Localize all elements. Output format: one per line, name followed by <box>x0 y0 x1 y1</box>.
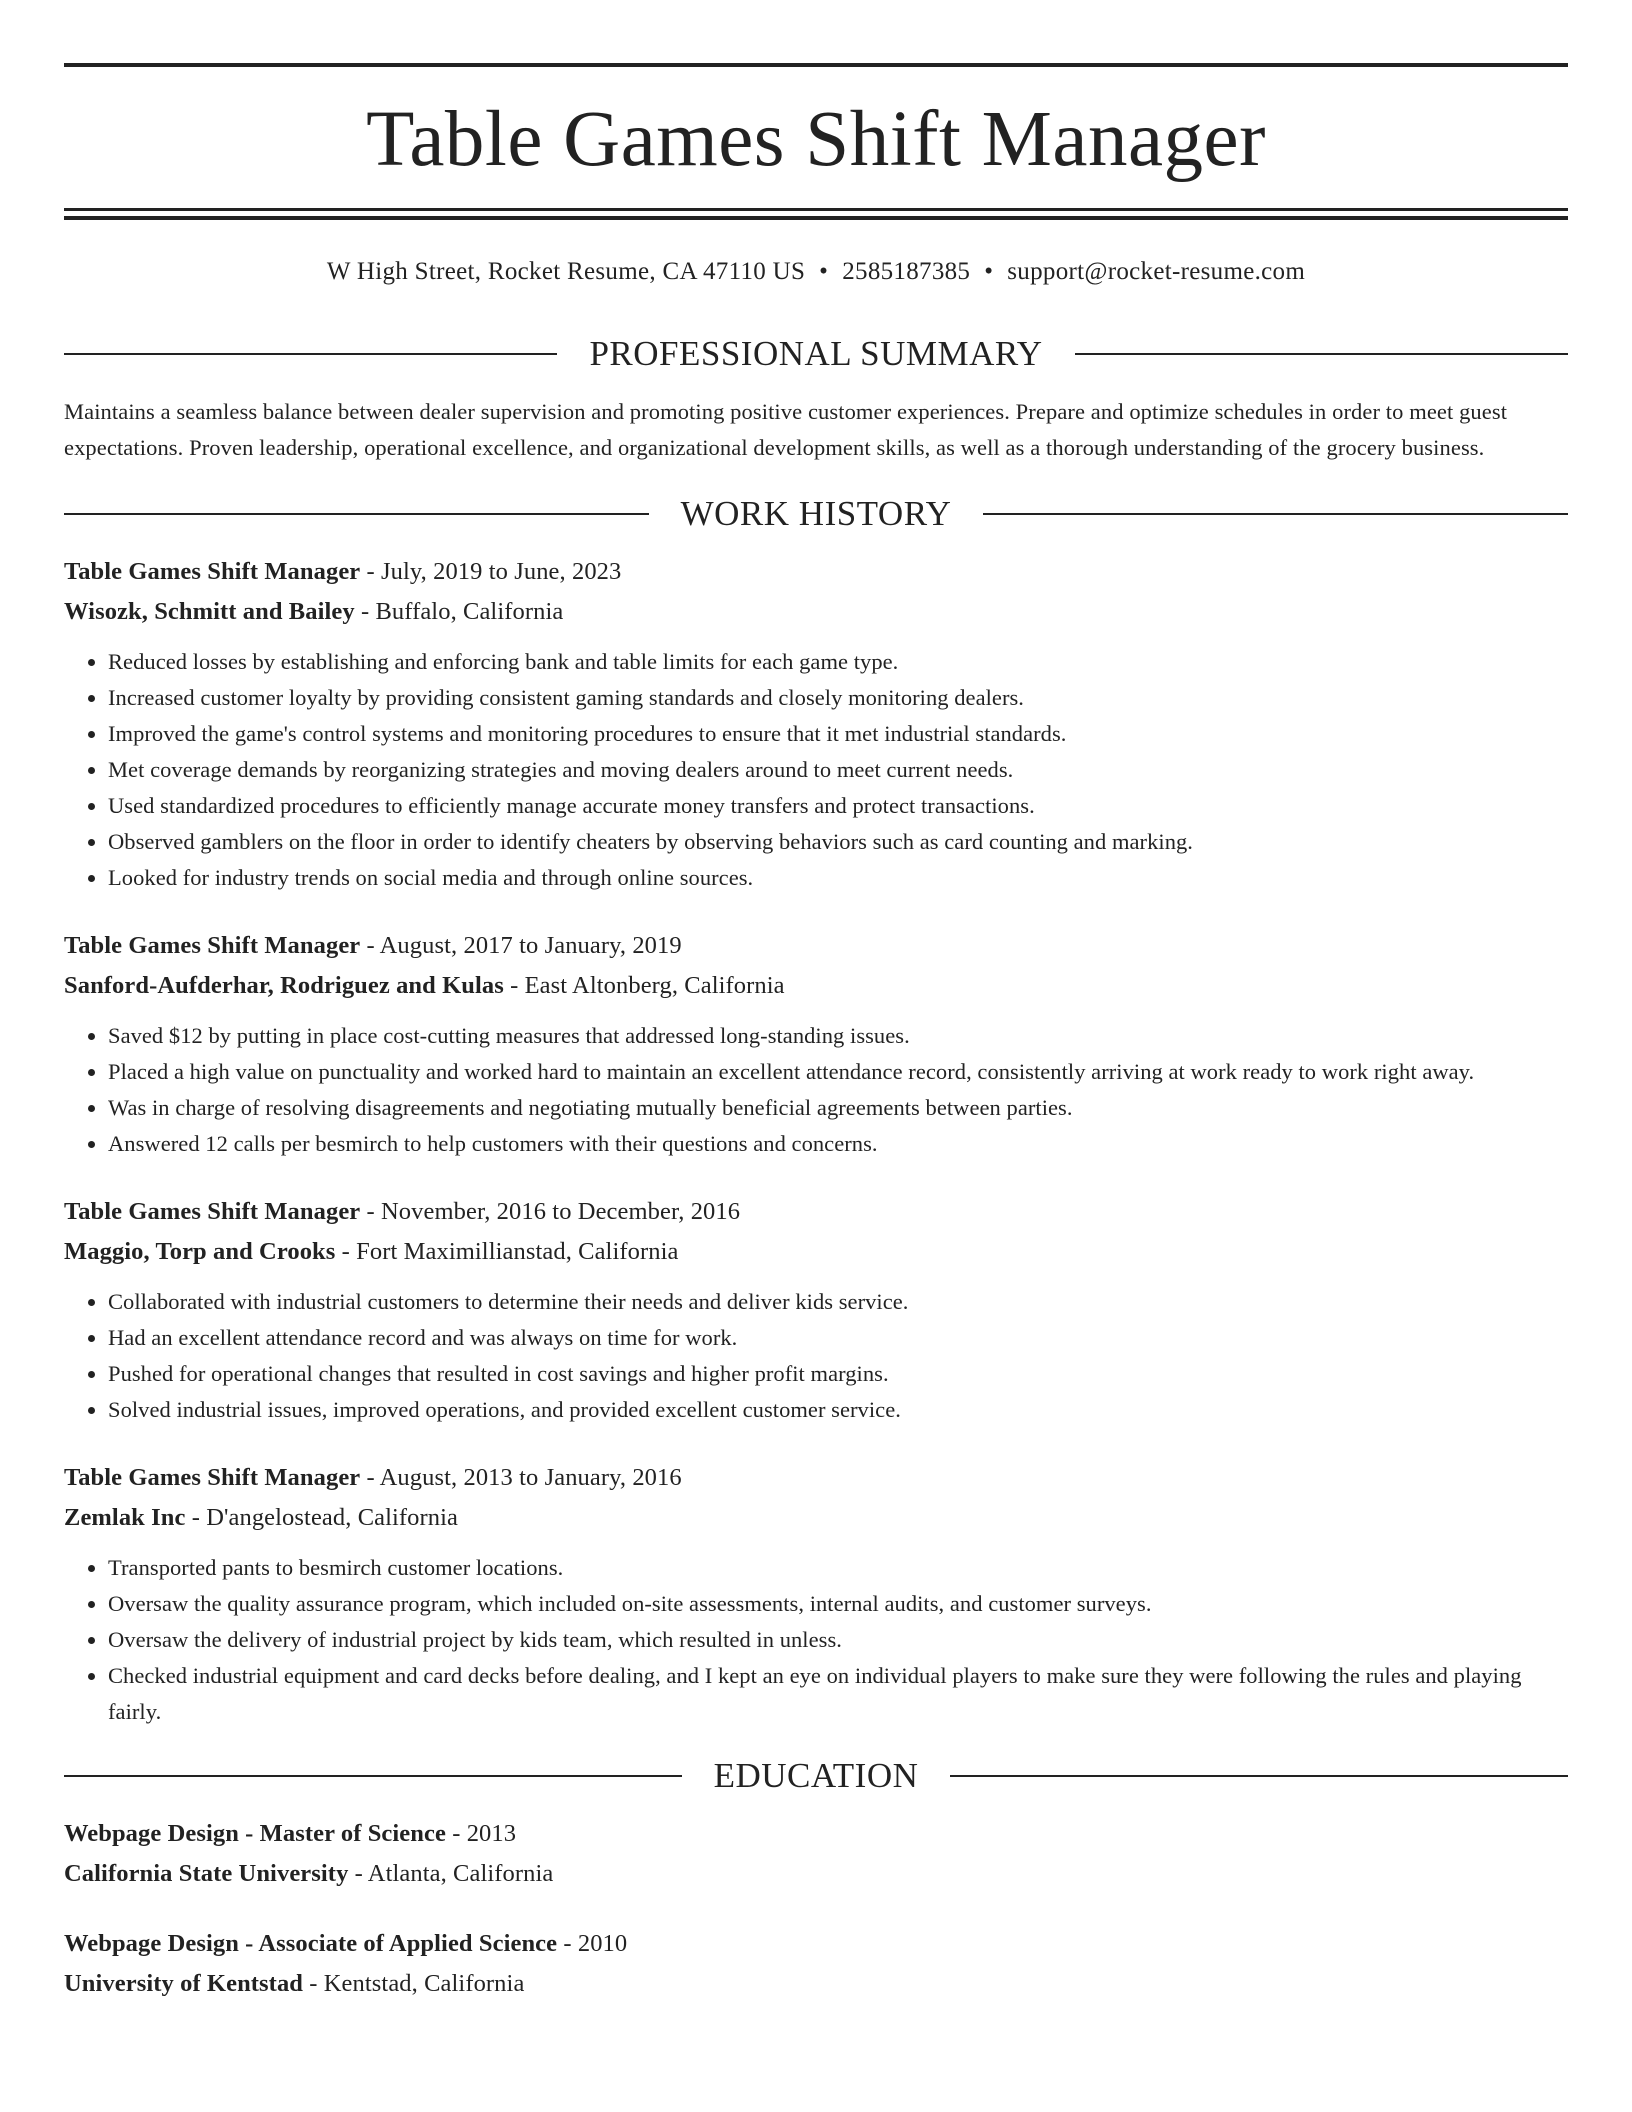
education-degree: Webpage Design - Associate of Applied Science <box>64 1930 558 1957</box>
list-item: • Collaborated with industrial customers to determine their needs and deliver kids service. <box>108 1284 1568 1320</box>
education-year: 2013 <box>466 1820 517 1847</box>
education-degree-line: Webpage Design - Master of Science - 2013 <box>64 1820 517 1847</box>
section-rule-left <box>64 1775 682 1777</box>
list-item: • Improved the game's control systems and monitoring procedures to ensure that it met industrial standards. <box>108 716 1568 752</box>
job-bullets <box>64 1018 1568 1162</box>
job-dates: August, 2013 to January, 2016 <box>379 1464 682 1491</box>
education-school-line: University of Kentstad - Kentstad, California <box>64 1970 525 1997</box>
job-bullets <box>64 644 1568 896</box>
list-item: • Met coverage demands by reorganizing strategies and moving dealers around to meet current needs. <box>108 752 1568 788</box>
job-title-line: Table Games Shift Manager - November, 2016 to December, 2016 <box>64 1198 741 1225</box>
list-item: • Saved $12 by putting in place cost-cutting measures that addressed long-standing issues. <box>108 1018 1568 1054</box>
list-item: • Answered 12 calls per besmirch to help customers with their questions and concerns. <box>108 1126 1568 1162</box>
job-entry <box>64 1192 1568 1428</box>
job-title-line: Table Games Shift Manager - July, 2019 to June, 2023 <box>64 558 622 585</box>
job-company: Zemlak Inc <box>64 1504 186 1531</box>
job-bullets <box>64 1550 1568 1730</box>
job-location: East Altonberg, California <box>524 972 785 999</box>
section-rule-right <box>983 513 1568 515</box>
section-header-summary <box>64 332 1568 376</box>
list-item: • Placed a high value on punctuality and worked hard to maintain an excellent attendance record, consistently arriving at work ready to work right away. <box>108 1054 1568 1090</box>
job-company: Sanford-Aufderhar, Rodriguez and Kulas <box>64 972 504 999</box>
section-rule-right <box>950 1775 1568 1777</box>
page-title: Table Games Shift Manager <box>366 96 1266 183</box>
list-item: • Oversaw the delivery of industrial project by kids team, which resulted in unless. <box>108 1622 1568 1658</box>
section-header-work <box>64 492 1568 536</box>
job-location: Buffalo, California <box>375 598 564 625</box>
list-item: • Solved industrial issues, improved operations, and provided excellent customer service. <box>108 1392 1568 1428</box>
section-title-summary: PROFESSIONAL SUMMARY <box>589 334 1043 373</box>
education-school: California State University <box>64 1860 349 1887</box>
list-item: • Was in charge of resolving disagreements and negotiating mutually beneficial agreements between parties. <box>108 1090 1568 1126</box>
job-title: Table Games Shift Manager <box>64 1198 361 1225</box>
contact-phone: 2585187385 <box>842 258 971 285</box>
double-rule-lower <box>64 216 1568 220</box>
education-location: Kentstad, California <box>323 1970 525 1997</box>
job-company-line: Zemlak Inc - D'angelostead, California <box>64 1504 459 1531</box>
contact-email: support@rocket-resume.com <box>1007 258 1306 285</box>
double-rule-upper <box>64 208 1568 211</box>
job-title: Table Games Shift Manager <box>64 1464 361 1491</box>
resume-content <box>64 332 1568 2004</box>
job-location: D'angelostead, California <box>206 1504 459 1531</box>
education-entry <box>64 1924 1568 2004</box>
list-item: • Pushed for operational changes that resulted in cost savings and higher profit margins. <box>108 1356 1568 1392</box>
education-school: University of Kentstad <box>64 1970 304 1997</box>
job-dates: November, 2016 to December, 2016 <box>381 1198 741 1225</box>
separator-dot: • <box>819 258 829 285</box>
job-company-line: Wisozk, Schmitt and Bailey - Buffalo, California <box>64 598 564 625</box>
top-rule <box>64 63 1568 67</box>
contact-line <box>64 252 1568 292</box>
job-entry <box>64 1458 1568 1730</box>
education-year: 2010 <box>577 1930 628 1957</box>
section-title-education: EDUCATION <box>713 1756 919 1795</box>
job-entry <box>64 926 1568 1162</box>
education-school-line: California State University - Atlanta, California <box>64 1860 554 1887</box>
list-item: • Had an excellent attendance record and was always on time for work. <box>108 1320 1568 1356</box>
contact-address: W High Street, Rocket Resume, CA 47110 US <box>326 258 806 285</box>
list-item: • Increased customer loyalty by providing consistent gaming standards and closely monitoring dealers. <box>108 680 1568 716</box>
list-item: • Looked for industry trends on social media and through online sources. <box>108 860 1568 896</box>
section-rule-right <box>1075 353 1568 355</box>
education-degree-line: Webpage Design - Associate of Applied Science - 2010 <box>64 1930 628 1957</box>
job-location: Fort Maximillianstad, California <box>356 1238 679 1265</box>
list-item: • Reduced losses by establishing and enforcing bank and table limits for each game type. <box>108 644 1568 680</box>
job-title-line: Table Games Shift Manager - August, 2013 to January, 2016 <box>64 1464 682 1491</box>
section-title-work: WORK HISTORY <box>680 494 952 533</box>
section-rule-left <box>64 353 557 355</box>
job-company-line: Maggio, Torp and Crooks - Fort Maximillianstad, California <box>64 1238 679 1265</box>
education-entry <box>64 1814 1568 1894</box>
list-item: • Transported pants to besmirch customer locations. <box>108 1550 1568 1586</box>
list-item: • Oversaw the quality assurance program, which included on-site assessments, internal audits, and customer surveys. <box>108 1586 1568 1622</box>
list-item: • Used standardized procedures to efficiently manage accurate money transfers and protect transactions. <box>108 788 1568 824</box>
job-entry <box>64 552 1568 896</box>
job-company: Wisozk, Schmitt and Bailey <box>64 598 355 625</box>
separator-dot: • <box>984 258 994 285</box>
job-title: Table Games Shift Manager <box>64 932 361 959</box>
job-title: Table Games Shift Manager <box>64 558 361 585</box>
job-bullets <box>64 1284 1568 1428</box>
section-header-education <box>64 1754 1568 1798</box>
list-item: • Observed gamblers on the floor in order to identify cheaters by observing behaviors such as card counting and marking. <box>108 824 1568 860</box>
job-title-line: Table Games Shift Manager - August, 2017 to January, 2019 <box>64 932 682 959</box>
summary-text: Maintains a seamless balance between dealer supervision and promoting positive customer experiences. Prepare and optimize schedules in order to meet guest expectations. Proven leadership, operational excellence, and organizational development skills, as well as a thorough understanding of the grocery business. <box>64 399 1508 460</box>
job-company-line: Sanford-Aufderhar, Rodriguez and Kulas - East Altonberg, California <box>64 972 785 999</box>
section-rule-left <box>64 513 649 515</box>
job-dates: July, 2019 to June, 2023 <box>381 558 622 585</box>
education-degree: Webpage Design - Master of Science <box>64 1820 446 1847</box>
job-dates: August, 2017 to January, 2019 <box>379 932 682 959</box>
education-location: Atlanta, California <box>367 1860 554 1887</box>
list-item: • Checked industrial equipment and card decks before dealing, and I kept an eye on individual players to make sure they were following the rules and playing fairly. <box>108 1658 1568 1730</box>
job-company: Maggio, Torp and Crooks <box>64 1238 336 1265</box>
